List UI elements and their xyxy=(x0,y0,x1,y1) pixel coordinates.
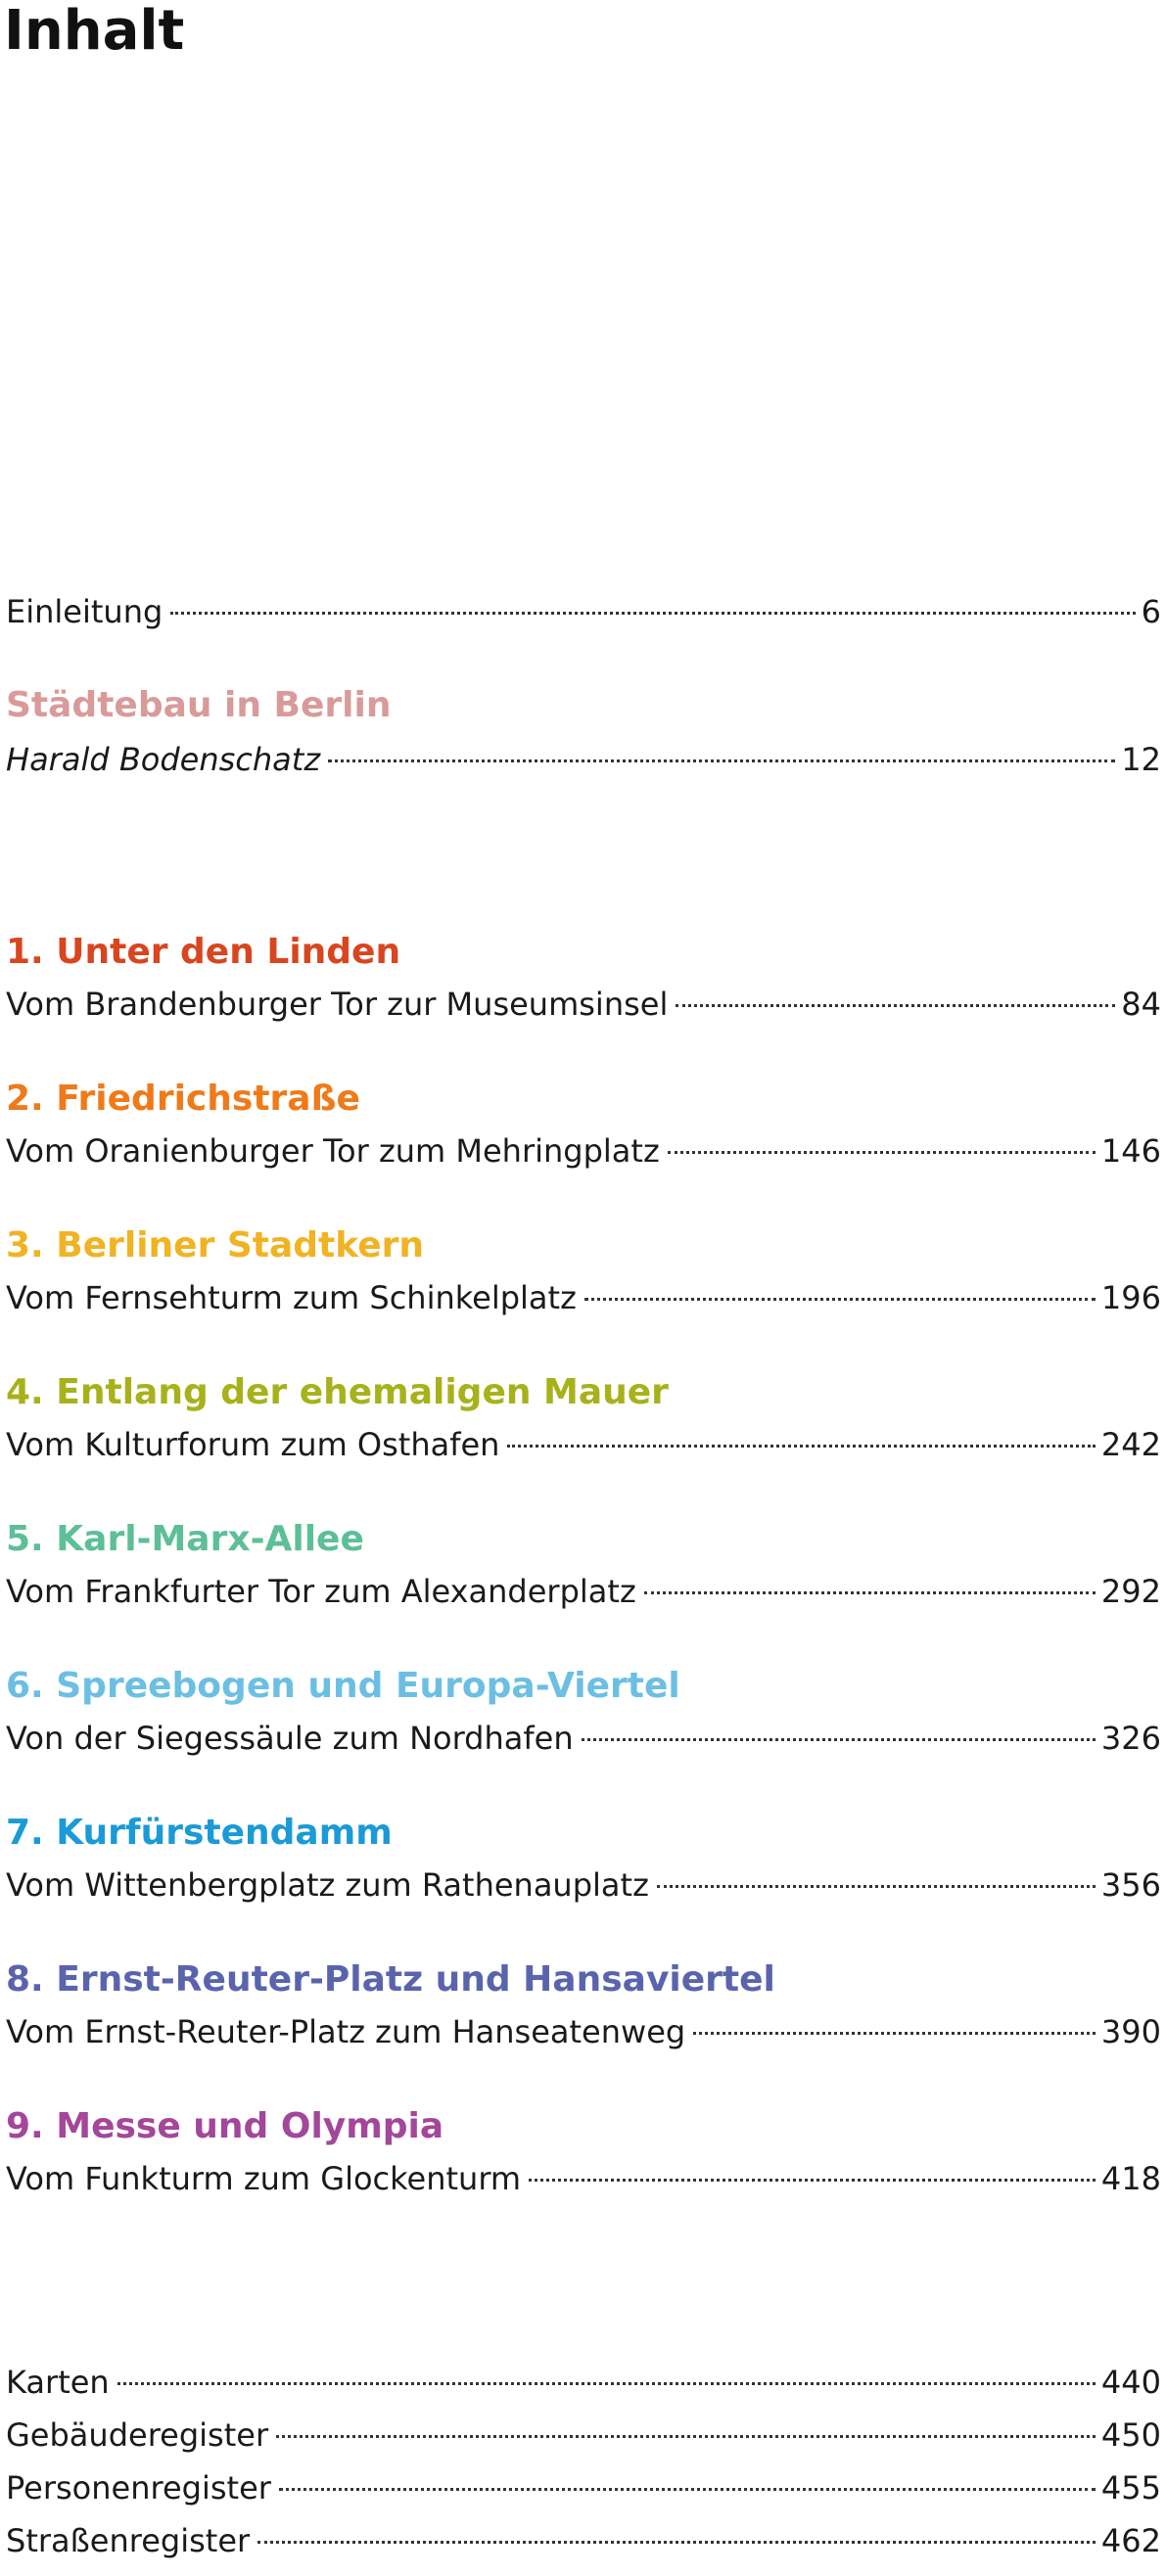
toc-entry-chapter[interactable] xyxy=(6,1423,1161,1466)
chapter-heading: 8. Ernst-Reuter-Platz und Hansaviertel xyxy=(6,1959,775,2000)
toc-entry-author: Harald Bodenschatz xyxy=(6,741,321,778)
dot-leader xyxy=(257,2541,1096,2544)
dot-leader xyxy=(657,1885,1096,1888)
toc-entry-subtitle: Vom Fernsehturm zum Schinkelplatz xyxy=(6,1279,577,1316)
toc-entry-essay[interactable] xyxy=(6,738,1161,781)
toc-entry-appendix[interactable] xyxy=(6,2466,1161,2509)
toc-page-number: 196 xyxy=(1100,1279,1161,1316)
toc-entry-label: Einleitung xyxy=(6,593,163,630)
toc-entry-label: Straßenregister xyxy=(6,2522,251,2559)
toc-page-number: 326 xyxy=(1100,1720,1161,1757)
chapter-heading: 3. Berliner Stadtkern xyxy=(6,1225,425,1265)
toc-entry-chapter[interactable] xyxy=(6,983,1161,1026)
toc-entry-subtitle: Von der Siegessäule zum Nordhafen xyxy=(6,1720,574,1757)
dot-leader xyxy=(529,2179,1096,2182)
chapter-heading: 4. Entlang der ehemaligen Mauer xyxy=(6,1372,669,1412)
toc-page-number: 450 xyxy=(1100,2416,1161,2454)
dot-leader xyxy=(507,1445,1095,1448)
dot-leader xyxy=(582,1738,1096,1741)
toc-entry-subtitle: Vom Funkturm zum Glockenturm xyxy=(6,2160,522,2197)
dot-leader xyxy=(117,2382,1096,2385)
chapter-heading: 6. Spreebogen und Europa-Viertel xyxy=(6,1666,680,1706)
dot-leader xyxy=(693,2032,1096,2035)
toc-entry-subtitle: Vom Frankfurter Tor zum Alexanderplatz xyxy=(6,1573,636,1610)
toc-entry-intro[interactable] xyxy=(6,590,1161,633)
toc-entry-subtitle: Vom Oranienburger Tor zum Mehringplatz xyxy=(6,1132,660,1170)
toc-page-number: 146 xyxy=(1100,1132,1161,1170)
toc-page-number: 84 xyxy=(1121,986,1161,1023)
toc-entry-subtitle: Vom Ernst-Reuter-Platz zum Hanseatenweg xyxy=(6,2013,686,2050)
toc-page-number: 356 xyxy=(1100,1866,1161,1904)
chapter-heading: 5. Karl-Marx-Allee xyxy=(6,1519,364,1559)
dot-leader xyxy=(584,1298,1096,1301)
section-heading-essay: Städtebau in Berlin xyxy=(6,685,392,725)
toc-entry-subtitle: Vom Brandenburger Tor zur Museumsinsel xyxy=(6,986,669,1023)
toc-page-number: 440 xyxy=(1100,2364,1161,2401)
toc-entry-chapter[interactable] xyxy=(6,1570,1161,1613)
toc-entry-appendix[interactable] xyxy=(6,2519,1161,2562)
dot-leader xyxy=(328,759,1115,762)
toc-entry-subtitle: Vom Kulturforum zum Osthafen xyxy=(6,1426,500,1463)
toc-page-number: 6 xyxy=(1141,593,1161,630)
toc-page-number: 455 xyxy=(1100,2469,1161,2507)
dot-leader xyxy=(279,2488,1096,2491)
dot-leader xyxy=(676,1004,1115,1007)
toc-entry-chapter[interactable] xyxy=(6,1863,1161,1907)
toc-page-number: 292 xyxy=(1100,1573,1161,1610)
toc-entry-chapter[interactable] xyxy=(6,1276,1161,1319)
toc-entry-label: Personenregister xyxy=(6,2469,271,2507)
dot-leader xyxy=(668,1151,1096,1154)
toc-entry-chapter[interactable] xyxy=(6,1717,1161,1760)
dot-leader xyxy=(170,612,1135,615)
toc-entry-chapter[interactable] xyxy=(6,2010,1161,2053)
chapter-heading: 2. Friedrichstraße xyxy=(6,1079,360,1119)
toc-entry-appendix[interactable] xyxy=(6,2361,1161,2404)
chapter-heading: 9. Messe und Olympia xyxy=(6,2106,444,2146)
toc-entry-label: Karten xyxy=(6,2364,110,2401)
chapter-heading: 1. Unter den Linden xyxy=(6,932,401,972)
toc-entry-chapter[interactable] xyxy=(6,2157,1161,2200)
toc-page-number: 462 xyxy=(1100,2522,1161,2559)
toc-page-number: 242 xyxy=(1100,1426,1161,1463)
toc-page-number: 12 xyxy=(1121,741,1161,778)
toc-entry-subtitle: Vom Wittenbergplatz zum Rathenauplatz xyxy=(6,1866,649,1904)
toc-entry-label: Gebäuderegister xyxy=(6,2416,269,2454)
toc-entry-appendix[interactable] xyxy=(6,2414,1161,2457)
toc-entry-chapter[interactable] xyxy=(6,1129,1161,1173)
toc-page-number: 418 xyxy=(1100,2160,1161,2197)
chapter-heading: 7. Kurfürstendamm xyxy=(6,1813,393,1853)
dot-leader xyxy=(644,1591,1096,1594)
page-title: Inhalt xyxy=(4,0,185,63)
dot-leader xyxy=(276,2435,1096,2438)
toc-page-number: 390 xyxy=(1100,2013,1161,2050)
